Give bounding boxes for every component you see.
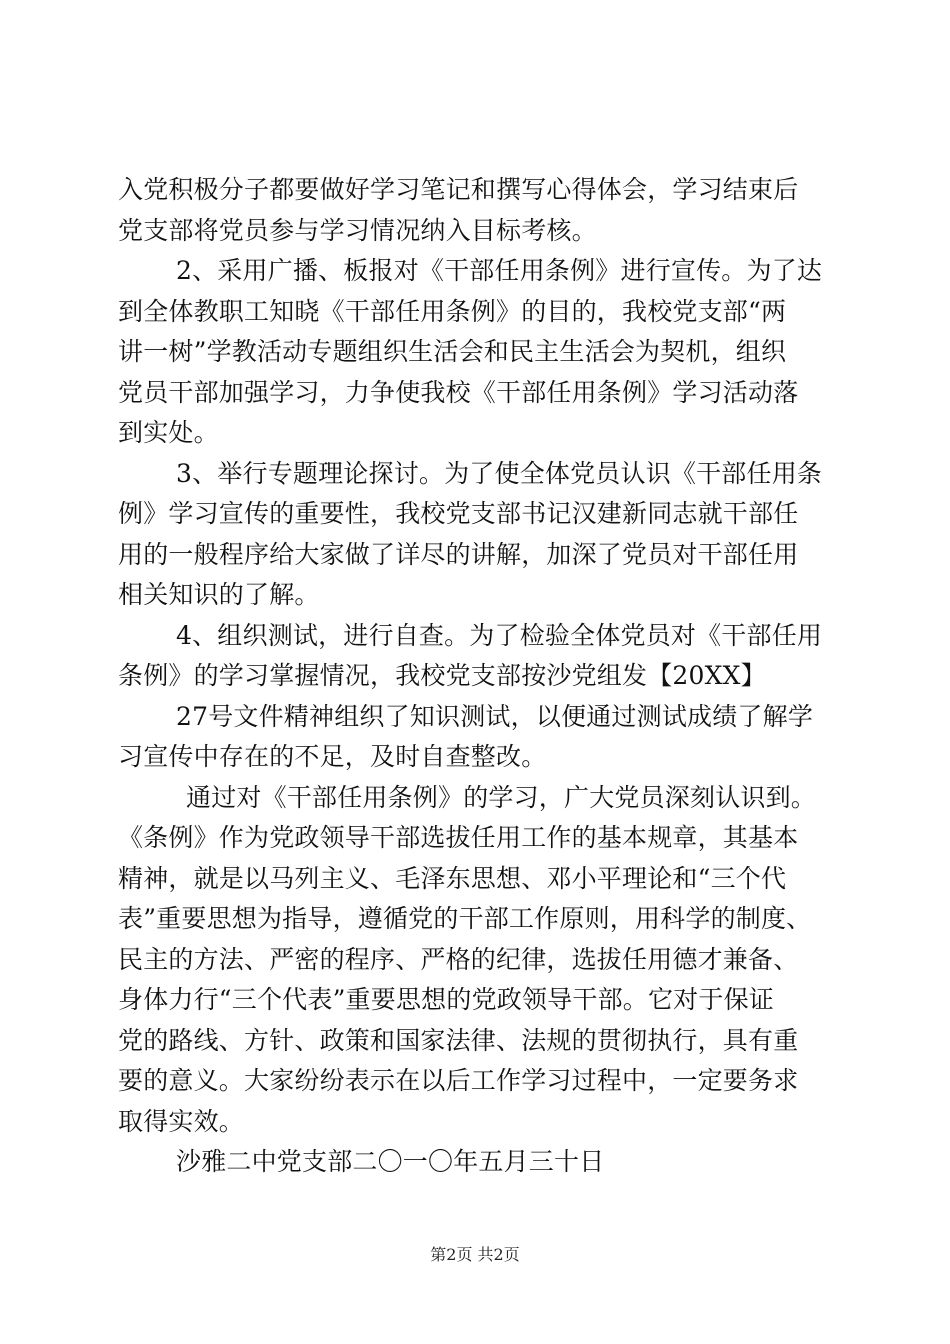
text-line: 习宣传中存在的不足，及时自查整改。	[118, 742, 547, 771]
document-body	[118, 170, 838, 1183]
paragraph-start-line: 通过对《干部任用条例》的学习，广大党员深刻认识到。	[186, 782, 817, 812]
signature-line: 沙雅二中党支部二〇一〇年五月三十日	[176, 1147, 605, 1176]
paragraph-start-line: 3、举行专题理论探讨。为了使全体党员认识《干部任用条	[176, 458, 823, 488]
paragraph-start-line: 4、组织测试，进行自查。为了检验全体党员对《干部任用	[176, 620, 823, 650]
text-line: 到实处。	[118, 418, 219, 447]
page-number-footer: 第2页 共2页	[430, 1245, 520, 1264]
text-line: 党支部将党员参与学习情况纳入目标考核。	[118, 215, 597, 245]
text-line: 讲一树”学教活动专题组织生活会和民主生活会为契机，组织	[118, 337, 787, 366]
text-line: 条例》的学习掌握情况，我校党支部按沙党组发【20XX】	[118, 661, 766, 690]
text-line: 身体力行“三个代表”重要思想的党政领导干部。它对于保证	[118, 985, 774, 1014]
text-line: 到全体教职工知晓《干部任用条例》的目的，我校党支部“两	[118, 296, 787, 326]
text-line: 要的意义。大家纷纷表示在以后工作学习过程中，一定要务求	[118, 1066, 799, 1095]
text-line: 相关知识的了解。	[118, 580, 320, 609]
text-line: 党员干部加强学习，力争使我校《干部任用条例》学习活动落	[118, 377, 799, 407]
text-line: 党的路线、方针、政策和国家法律、法规的贯彻执行，具有重	[118, 1025, 799, 1055]
text-line: 民主的方法、严密的程序、严格的纪律，选拔任用德才兼备、	[118, 944, 799, 974]
text-line: 例》学习宣传的重要性，我校党支部书记汉建新同志就干部任	[118, 499, 799, 528]
text-line: 表”重要思想为指导，遵循党的干部工作原则，用科学的制度、	[118, 904, 812, 933]
text-line: 用的一般程序给大家做了详尽的讲解，加深了党员对干部任用	[118, 539, 799, 569]
text-line: 入党积极分子都要做好学习笔记和撰写心得体会，学习结束后	[118, 175, 799, 204]
text-line: 取得实效。	[118, 1106, 245, 1136]
text-line: 《条例》作为党政领导干部选拔任用工作的基本规章，其基本	[118, 823, 799, 852]
paragraph-start-line: 2、采用广播、板报对《干部任用条例》进行宣传。为了达	[176, 256, 823, 285]
text-line: 精神，就是以马列主义、毛泽东思想、邓小平理论和“三个代	[118, 863, 787, 893]
paragraph-start-line: 27号文件精神组织了知识测试，以便通过测试成绩了解学	[176, 701, 814, 731]
